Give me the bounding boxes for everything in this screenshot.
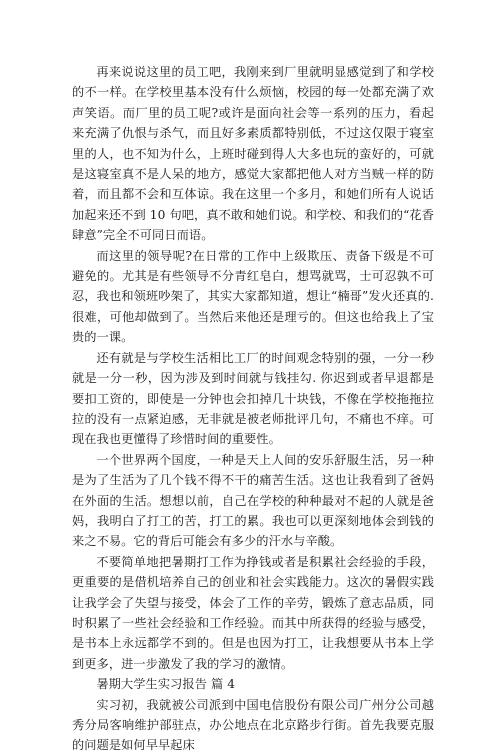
paragraph-two-worlds: 一个世界两个国度，一种是天上人间的安乐舒服生活，另一种是为了生活为了几个钱不得不干的痛苦生活。这也让我看到了爸妈在外面的生活。想想以前，自己在学校的种种最对不起的人就是爸妈，我明白了打工的苦，打工的累。我也可以更深刻地体会到钱的来之不易。它的背后可能会有多少的汗水与辛酸。 xyxy=(72,452,434,549)
paragraph-time: 还有就是与学校生活相比工厂的时间观念特别的强，一分一秒就是一分一秒，因为涉及到时间就与钱挂勾. 你迟到或者早退都是要扣工资的，即使是一分钟也会扣掉几十块钱，不像在学校拖拖拉拉的没有一点紧迫感，无非就是被老师批评几句，不痛也不痒。可现在我也更懂得了珍惜时间的重要性。 xyxy=(72,350,434,447)
section-heading: 暑期大学生实习报告 篇 4 xyxy=(96,677,236,692)
document-page xyxy=(72,62,434,756)
paragraph-leaders: 而这里的领导呢?在日常的工作中上级欺压、责备下级是不可避免的。尤其是有些领导不分青红皂白，想骂就骂，士可忍孰不可忍，我也和领班吵架了，其实大家都知道，想让“楠哥”发火还真的.很难，可他却做到了。当然后来他还是理亏的。但这也给我上了宝贵的一课。 xyxy=(72,248,434,345)
paragraph-internship-start: 实习初，我就被公司派到中国电信股份有限公司广州分公司越秀分局客响维护部驻点，办公地点在北京路步行街。首先我要克服的问题是如何早早起床 xyxy=(72,697,434,753)
paragraph-summary: 不要简单地把暑期打工作为挣钱或者是积累社会经验的手段，更重要的是借机培养自己的创业和社会实践能力。这次的暑假实践让我学会了失望与接受，体会了工作的辛劳，锻炼了意志品质，同时积累了一些社会经验和工作经验。而其中所获得的经验与感受，是书本上永远都学不到的。但是也因为打工，让我想要从书本上学到更多，进一步激发了我的学习的激情。 xyxy=(72,554,434,671)
paragraph-staff: 再来说说这里的员工吧，我刚来到厂里就明显感觉到了和学校的不一样。在学校里基本没有什么烦恼，校园的每一处都充满了欢声笑语。而厂里的员工呢?或许是面向社会等一系列的压力，看起来充满了仇恨与杀气，而且好多素质都特别低，不过这仅限于寝室里的人，也不知为什么，上班时碰到得人大多也玩的蛮好的，可就是这寝室真不是人呆的地方，感觉大家都把他人对方当贼一样的防着，而且都不会和互体谅。我在这里一个多月，和她们所有人说话加起来还不到 10 句吧，真不敢和她们说。和学校、和我们的“花香肆意”完全不可同日而语。 xyxy=(72,65,434,243)
